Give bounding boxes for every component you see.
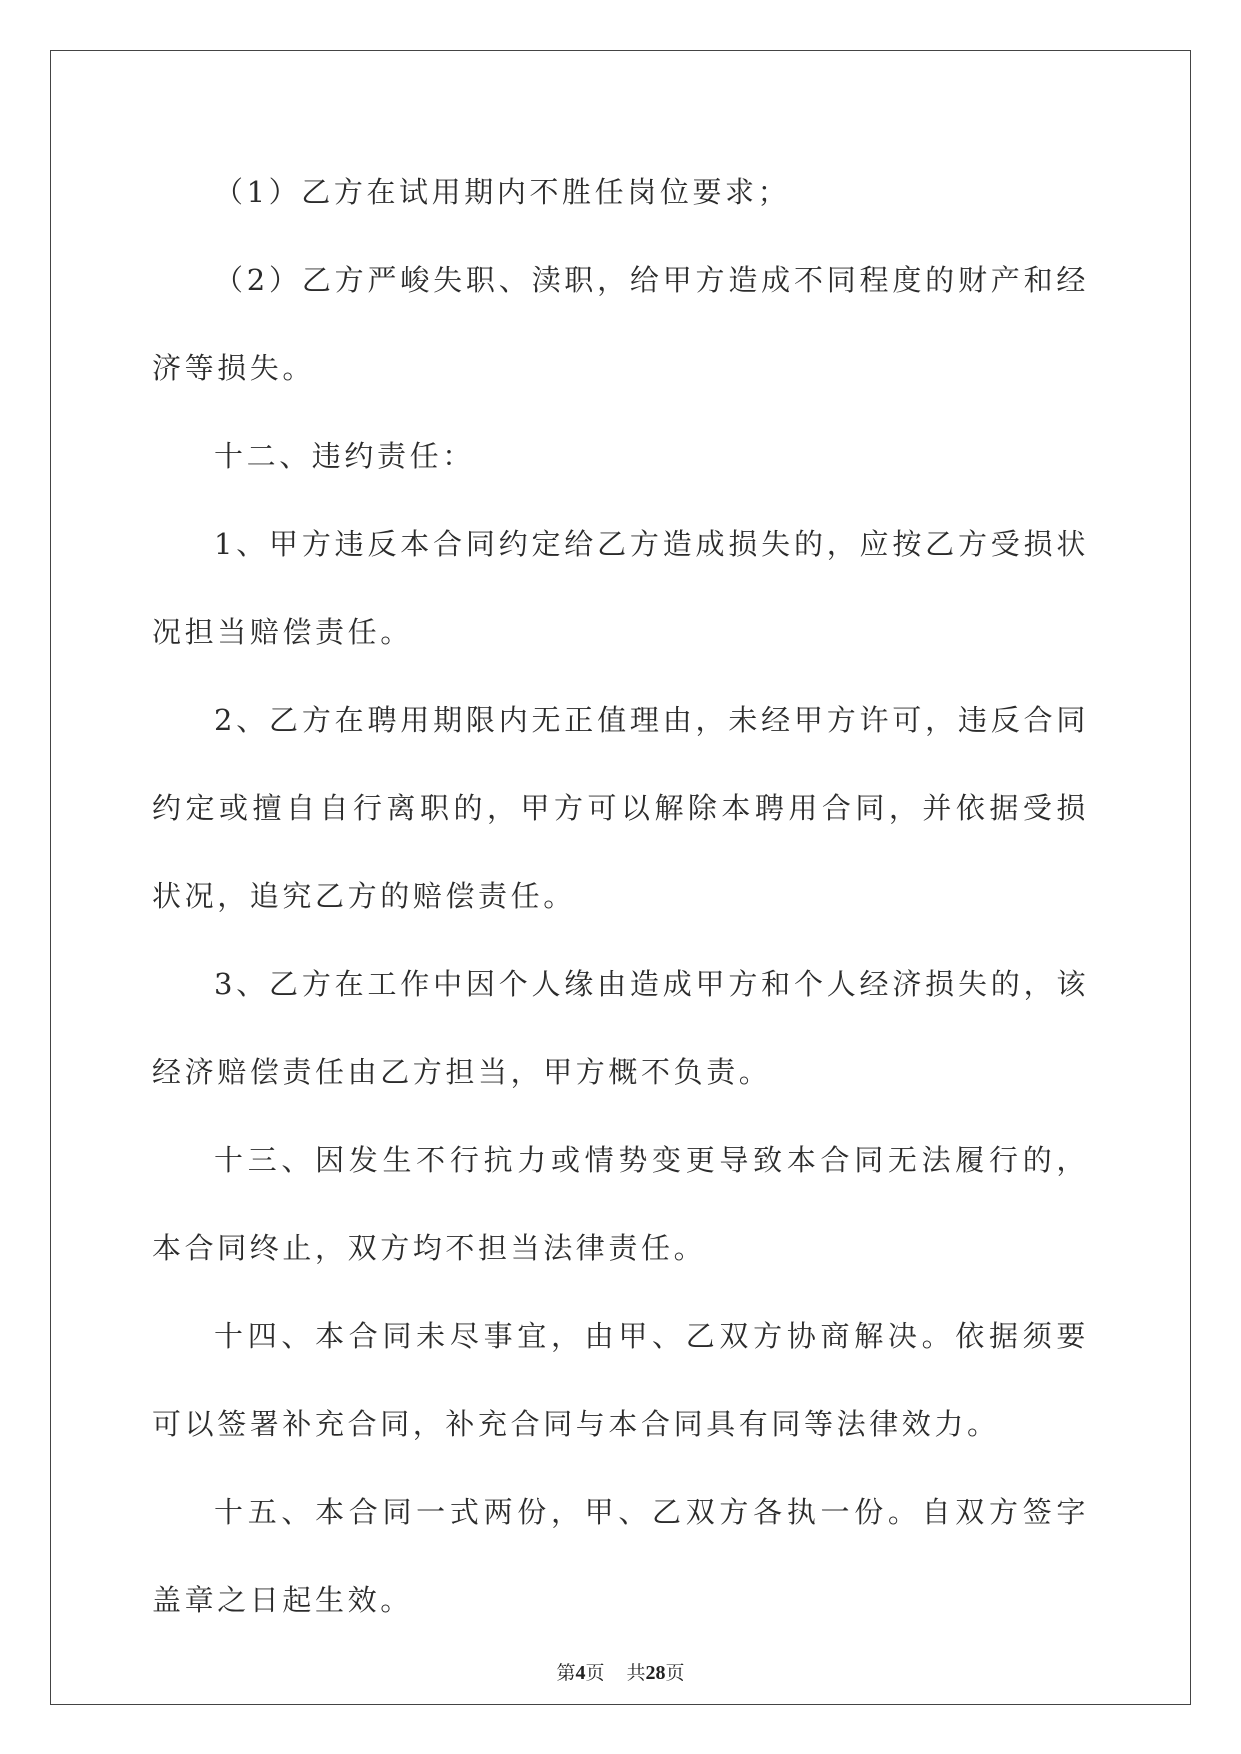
page-number: 4 [575, 1662, 586, 1684]
paragraph-force-majeure: 十三、因发生不行抗力或情势变更导致本合同无法履行的，本合同终止，双方均不担当法律责任。 [152, 1143, 1089, 1265]
paragraph-copies-effective: 十五、本合同一式两份，甲、乙双方各执一份。自双方签字盖章之日起生效。 [152, 1495, 1089, 1617]
page-prefix: 第 [556, 1662, 576, 1684]
total-prefix: 共 [626, 1662, 646, 1684]
paragraph-party-b-resignation: 2、乙方在聘用期限内无正值理由，未经甲方许可，违反合同约定或擅自自行离职的，甲方可以解除本聘用合同，并依据受损状况，追究乙方的赔偿责任。 [152, 703, 1089, 913]
total-pages: 28 [645, 1662, 666, 1684]
paragraph-party-b-loss: 3、乙方在工作中因个人缘由造成甲方和个人经济损失的，该经济赔偿责任由乙方担当，甲方概不负责。 [152, 967, 1089, 1089]
paragraph-trial-period: （1）乙方在试用期内不胜任岗位要求； [214, 175, 791, 209]
total-suffix: 页 [665, 1662, 685, 1684]
paragraph-negligence: （2）乙方严峻失职、渎职，给甲方造成不同程度的财产和经济等损失。 [152, 263, 1089, 385]
section-heading-breach-liability: 十二、违约责任： [214, 439, 475, 473]
page-footer [0, 1658, 1241, 1685]
paragraph-supplementary: 十四、本合同未尽事宜，由甲、乙双方协商解决。依据须要可以签署补充合同，补充合同与本合同具有同等法律效力。 [152, 1319, 1089, 1441]
paragraph-party-a-breach: 1、甲方违反本合同约定给乙方造成损失的，应按乙方受损状况担当赔偿责任。 [152, 527, 1089, 649]
page-suffix: 页 [585, 1662, 605, 1684]
